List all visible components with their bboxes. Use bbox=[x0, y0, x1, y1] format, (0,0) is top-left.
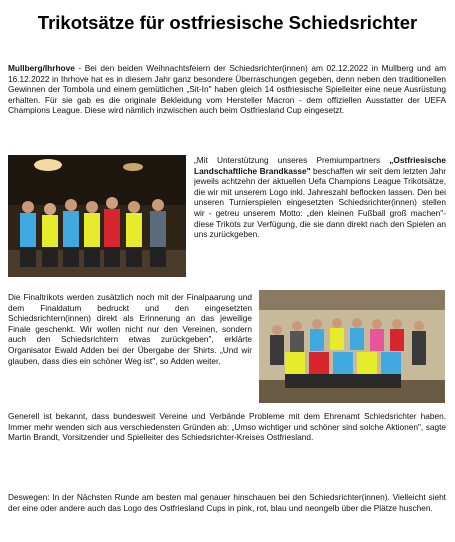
photo-referees-group-2 bbox=[259, 290, 445, 403]
photo-referees-group-1 bbox=[8, 155, 186, 277]
intro-text: - Bei den beiden Weihnachtsfeiern der Schiedsrichter(innen) am 02.12.2022 in Mullberg und am 16.12.2022 in Ihrhove hat es in diesem Jahr ganz besondere Überraschungen gegeben, denn neben den traditionellen Gewinnen der Tombola und einem gemütlichen „Sit-In" haben gleich 14 ostfriesische Spielleiter eine neue Ausrüstung erhalten. Für sie gab es die originale Bekleidung vom Hersteller Macron - dem offiziellen Ausstatter der UEFA Champions League. Diese wird nämlich inzwischen auch beim Ostfriesland Cup eingesetzt. bbox=[8, 63, 446, 116]
paragraph-quote-sponsor bbox=[194, 155, 446, 240]
dateline: Mullberg/Ihrhove bbox=[8, 63, 75, 73]
quote-text-a: „Mit Unterstützung unseres Premiumpartners bbox=[194, 155, 390, 165]
paragraph-volunteer-problem: Generell ist bekannt, dass bundesweit Vereine und Verbände Probleme mit dem Ehrenamt Schiedsrichter haben. Immer mehr wenden sich aus verschiedensten Gründen ab: „Umso wichtiger und schöner sind solche Aktionen", sagte Martin Brandt, Vorsitzender und Spielleiter des Schiedsrichter-Kreises Ostfriesland. bbox=[8, 411, 446, 443]
quote-text-b: beschaffen wir seit dem letzten Jahr jeweils achtzehn der aktuellen Uefa Champions League Trikotsätze, die wir mit unserem Logo inkl. Jahreszahl beflocken lassen. Den bei unseren Turnierspielen eingesetzten Schiedsrichter(innen) stellen wir - getreu unserem Motto: „den kleinen Fußball groß machen"- diese Trikots zur Verfügung, die sie dann direkt nach den Spielen an uns zurückgeben. bbox=[194, 165, 446, 240]
sponsor-name: „Ostfriesische Landschaftliche Brandkasse" bbox=[194, 155, 446, 176]
paragraph-intro bbox=[8, 63, 446, 116]
article-title: Trikotsätze für ostfriesische Schiedsrichter bbox=[37, 12, 418, 33]
paragraph-closing: Deswegen: In der Nächsten Runde am besten mal genauer hinschauen bei den Schiedsrichter(innen). Vielleicht sieht der eine oder andere auch das Logo des Ostfriesland Cups in pink, rot, blau und neongelb über die Plätze huschen. bbox=[8, 492, 446, 513]
paragraph-final-jerseys: Die Finaltrikots werden zusätzlich noch mit der Finalpaarung und dem Finaldatum bedruckt und den eingesetzten Schiedsrichtern(innen) direkt als Erinnerung an das jeweilige Finale geschenkt. Wir wollen nicht nur den Vereinen, sondern auch den Schiedsrichtern etwas zurückgeben", erklärte Organisator Ewald Adden bei der Übergabe der Shirts. „Und wir glauben, dass dies ein schöner Weg ist", so Adden weiter. bbox=[8, 292, 252, 366]
